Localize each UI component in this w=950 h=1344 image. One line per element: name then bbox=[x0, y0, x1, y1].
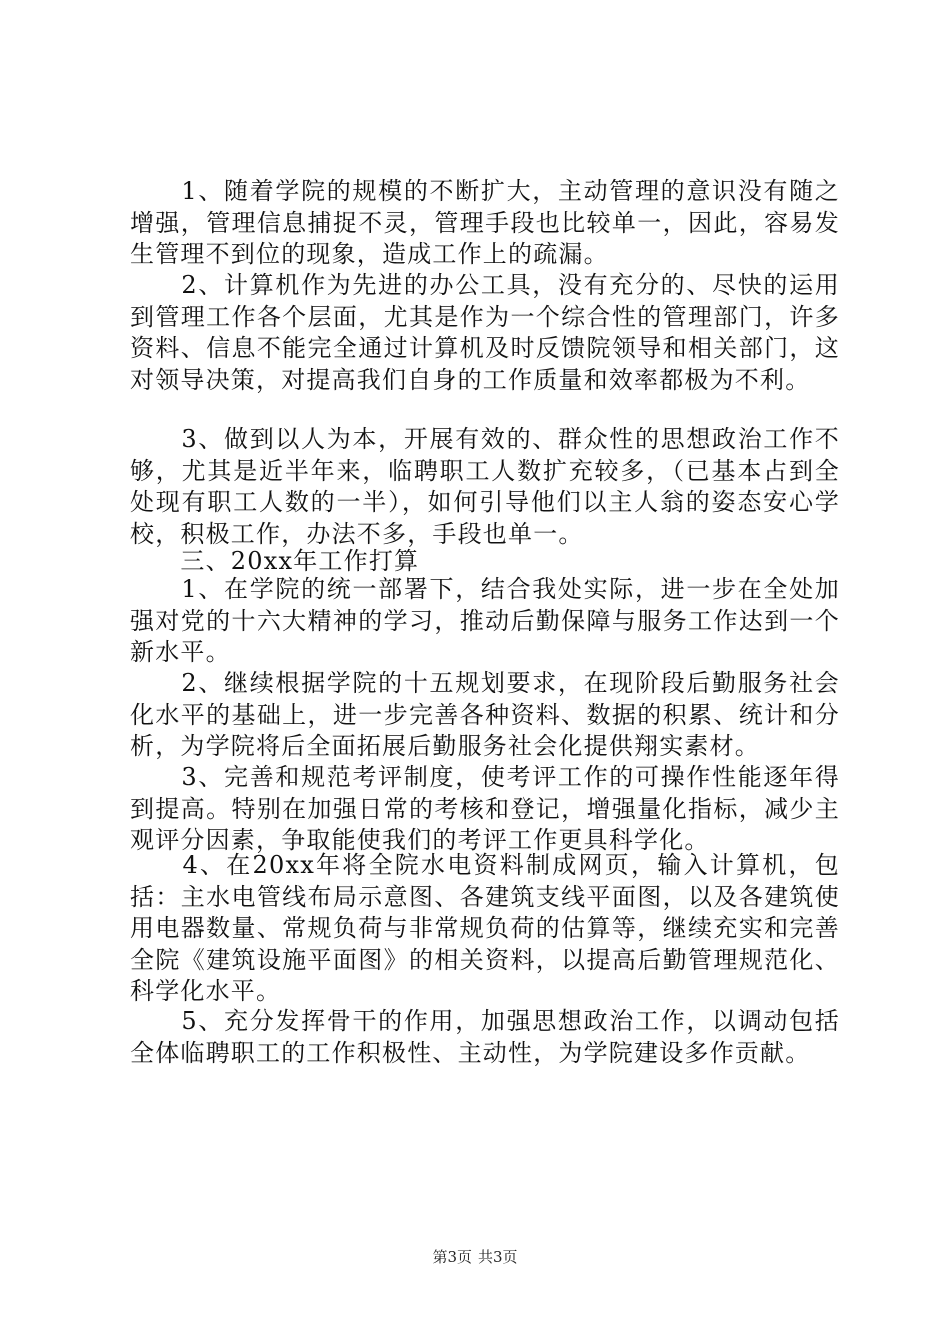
paragraph-indent bbox=[130, 763, 181, 791]
paragraph-text: 3、完善和规范考评制度，使考评工作的可操作性能逐年得到提高。特别在加强日常的考核和登记，增强量化指标，减少主观评分因素，争取能使我们的考评工作更具科学化。 bbox=[130, 763, 840, 854]
paragraph-issue-2 bbox=[130, 270, 840, 396]
paragraph-text: 4、在20xx年将全院水电资料制成网页，输入计算机，包括：主水电管线布局示意图、各建筑支线平面图，以及各建筑使用电器数量、常规负荷与非常规负荷的估算等，继续充实和完善全院《建筑设施平面图》的相关资料，以提高后勤管理规范化、科学化水平。 bbox=[130, 851, 841, 1005]
page-number-current: 第3页 bbox=[432, 1248, 472, 1266]
page-footer bbox=[0, 1246, 950, 1267]
paragraph-indent bbox=[130, 669, 181, 697]
section-heading-text: 三、20xx年工作打算 bbox=[180, 547, 420, 575]
paragraph-issue-3 bbox=[130, 424, 840, 550]
paragraph-plan-5 bbox=[130, 1006, 840, 1069]
paragraph-plan-2 bbox=[130, 668, 840, 763]
paragraph-indent bbox=[130, 271, 181, 299]
paragraph-indent bbox=[130, 547, 180, 575]
paragraph-text: 1、随着学院的规模的不断扩大，主动管理的意识没有随之增强，管理信息捕捉不灵，管理手段也比较单一，因此，容易发生管理不到位的现象，造成工作上的疏漏。 bbox=[130, 177, 840, 268]
paragraph-indent bbox=[130, 851, 183, 879]
paragraph-plan-1 bbox=[130, 574, 840, 669]
paragraph-plan-4 bbox=[130, 850, 840, 1008]
paragraph-text: 3、做到以人为本，开展有效的、群众性的思想政治工作不够，尤其是近半年来，临聘职工人数扩充较多，（已基本占到全处现有职工人数的一半），如何引导他们以主人翁的姿态安心学校，积极工作，办法不多，手段也单一。 bbox=[130, 425, 840, 548]
paragraph-issue-1 bbox=[130, 176, 840, 271]
page-number-total: 共3页 bbox=[478, 1248, 518, 1266]
paragraph-text: 2、计算机作为先进的办公工具，没有充分的、尽快的运用到管理工作各个层面，尤其是作为一个综合性的管理部门，许多资料、信息不能完全通过计算机及时反馈院领导和相关部门，这对领导决策，对提高我们自身的工作质量和效率都极为不利。 bbox=[130, 271, 840, 394]
paragraph-indent bbox=[130, 1007, 181, 1035]
paragraph-indent bbox=[130, 575, 181, 603]
paragraph-text: 2、继续根据学院的十五规划要求，在现阶段后勤服务社会化水平的基础上，进一步完善各种资料、数据的积累、统计和分析，为学院将后全面拓展后勤服务社会化提供翔实素材。 bbox=[130, 669, 840, 760]
paragraph-text: 5、充分发挥骨干的作用，加强思想政治工作，以调动包括全体临聘职工的工作积极性、主动性，为学院建设多作贡献。 bbox=[130, 1007, 840, 1067]
paragraph-indent bbox=[130, 177, 181, 205]
paragraph-plan-3 bbox=[130, 762, 840, 857]
paragraph-indent bbox=[130, 425, 181, 453]
section-heading-plan bbox=[130, 546, 840, 578]
paragraph-text: 1、在学院的统一部署下，结合我处实际，进一步在全处加强对党的十六大精神的学习，推动后勤保障与服务工作达到一个新水平。 bbox=[130, 575, 840, 666]
